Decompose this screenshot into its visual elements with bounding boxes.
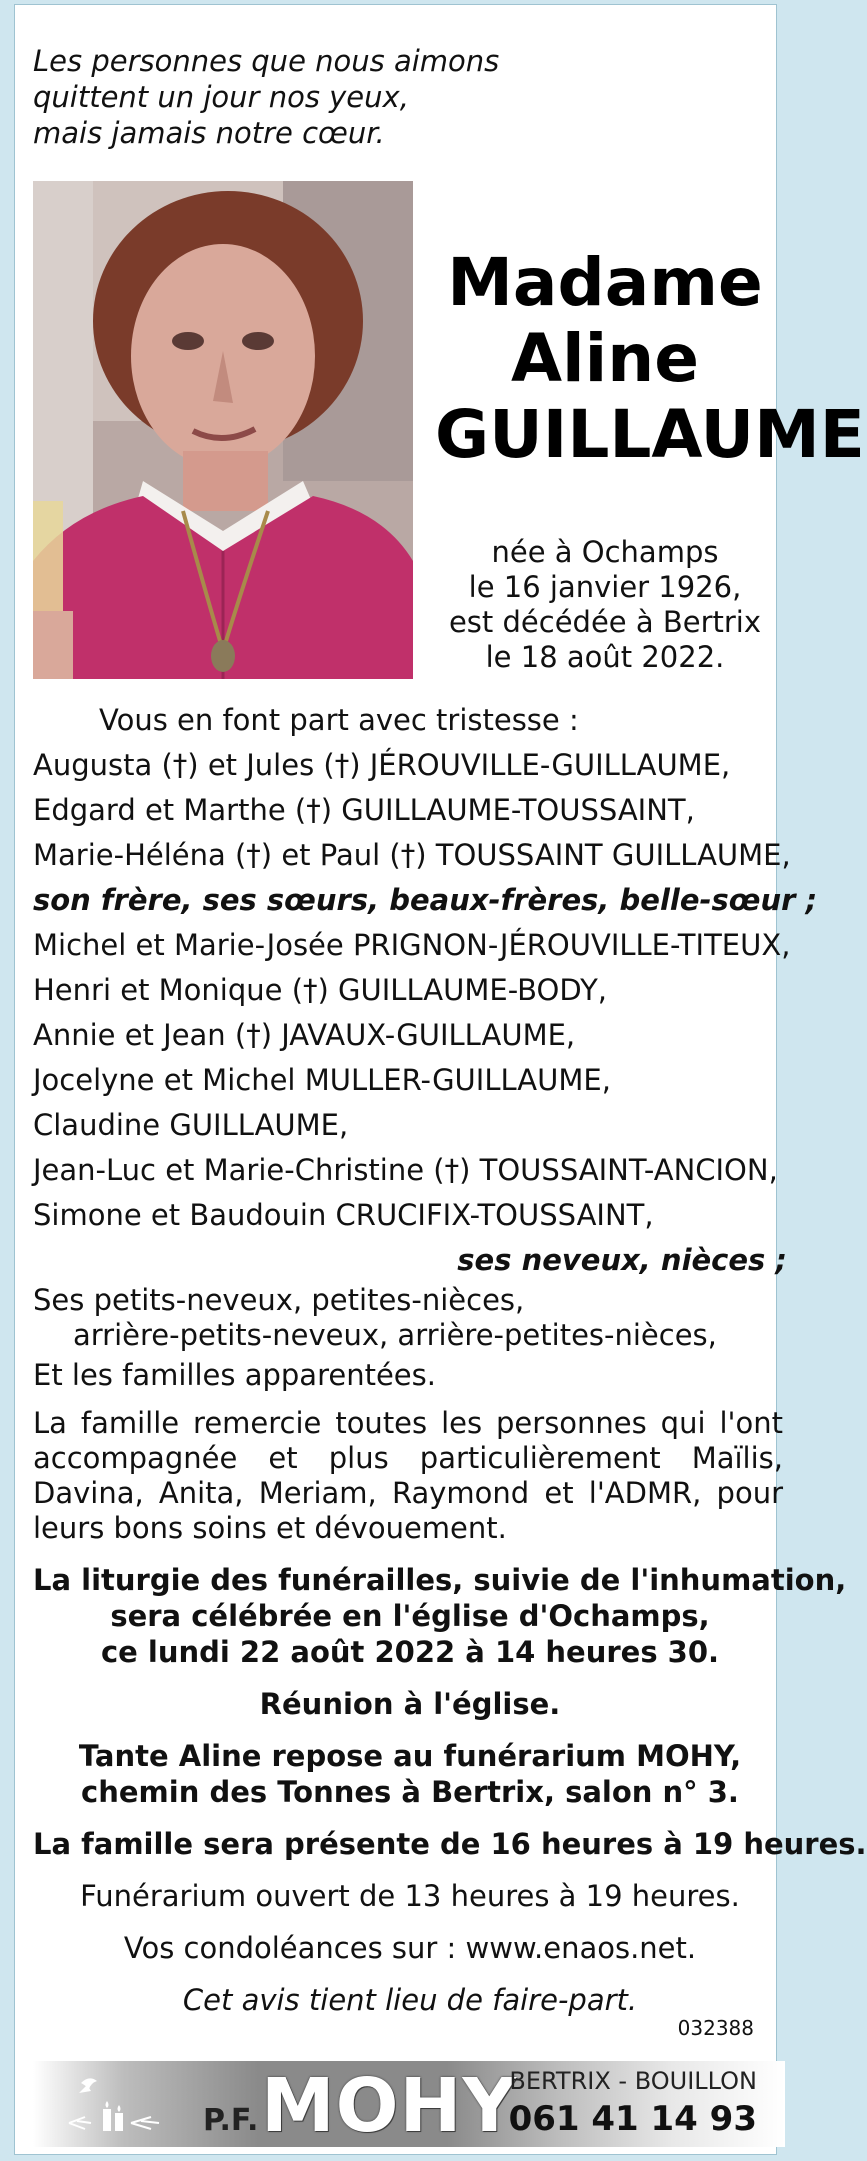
announcement-body <box>33 698 867 2018</box>
rest-line: Tante Aline repose au funérarium MOHY, <box>78 1739 742 1773</box>
family-line: Claudine GUILLAUME, <box>33 1108 349 1142</box>
family-line: Michel et Marie-Josée PRIGNON-JÉROUVILLE-TITEUX, <box>33 928 791 962</box>
birth-line: née à Ochamps <box>491 535 719 569</box>
funeral-home-phone: 061 41 14 93 <box>508 2099 757 2139</box>
title-line: Madame <box>447 244 763 321</box>
thanks-paragraph: La famille remercie toutes les personnes qui l'ont accompagnée et plus particulièrement Maïlis, Davina, Anita, Meriam, Raymond et l'ADMR, pour leurs bons soins et dévouement. <box>33 1406 783 1545</box>
family-line: Ses petits-neveux, petites-nièces, <box>33 1283 525 1317</box>
notice-info <box>33 1982 787 2018</box>
opening-line: Funérarium ouvert de 13 heures à 19 heures. <box>80 1879 740 1913</box>
funeral-line: La liturgie des funérailles, suivie de l'inhumation, <box>33 1563 847 1597</box>
dove-candle-icon <box>51 2071 191 2141</box>
quote-line: Les personnes que nous aimons <box>33 44 500 78</box>
portrait-photo <box>33 181 413 679</box>
pf-label: P.F. <box>203 2103 259 2138</box>
quote-line: mais jamais notre cœur. <box>33 116 385 150</box>
rest-line: chemin des Tonnes à Bertrix, salon n° 3. <box>81 1775 739 1809</box>
death-date: le 18 août 2022. <box>485 640 725 674</box>
relation-label: ses neveux, nièces ; <box>457 1243 787 1277</box>
funeral-home-banner <box>33 2061 785 2147</box>
family-line: Jocelyne et Michel MULLER-GUILLAUME, <box>33 1063 611 1097</box>
first-name: Aline <box>510 320 700 397</box>
meeting-line: Réunion à l'église. <box>259 1687 561 1721</box>
last-name: GUILLAUME <box>435 396 865 473</box>
birth-death-info <box>435 535 775 675</box>
funeral-line: ce lundi 22 août 2022 à 14 heures 30. <box>100 1635 720 1669</box>
funeral-info <box>33 1562 847 1670</box>
family-line: Marie-Héléna (†) et Paul (†) TOUSSAINT GUILLAUME, <box>33 838 791 872</box>
death-line: est décédée à Bertrix <box>448 605 762 639</box>
relation-label: son frère, ses sœurs, beaux-frères, belle-sœur ; <box>33 883 818 917</box>
family-line: Annie et Jean (†) JAVAUX-GUILLAUME, <box>33 1018 576 1052</box>
quote <box>33 43 499 151</box>
opening-info <box>33 1878 787 1914</box>
family-line: arrière-petits-neveux, arrière-petites-nièces, <box>73 1318 717 1352</box>
birth-date: le 16 janvier 1926, <box>468 570 742 604</box>
family-line: Edgard et Marthe (†) GUILLAUME-TOUSSAINT, <box>33 793 695 827</box>
family-line: Jean-Luc et Marie-Christine (†) TOUSSAINT-ANCION, <box>33 1153 778 1187</box>
deceased-name <box>435 244 865 473</box>
family-line: Augusta (†) et Jules (†) JÉROUVILLE-GUILLAUME, <box>33 748 731 782</box>
condolences-line: Vos condoléances sur : www.enaos.net. <box>123 1931 697 1965</box>
funeral-line: sera célébrée en l'église d'Ochamps, <box>110 1599 710 1633</box>
family-line: Henri et Monique (†) GUILLAUME-BODY, <box>33 973 608 1007</box>
notice-line: Cet avis tient lieu de faire-part. <box>182 1983 638 2017</box>
funeral-home-name: MOHY <box>261 2063 518 2149</box>
presence-line: La famille sera présente de 16 heures à 19 heures. <box>33 1827 867 1861</box>
family-line: Et les familles apparentées. <box>33 1358 436 1392</box>
family-line: Simone et Baudouin CRUCIFIX-TOUSSAINT, <box>33 1198 654 1232</box>
rest-info <box>33 1738 787 1810</box>
intro-text: Vous en font part avec tristesse : <box>99 703 579 737</box>
condolences-info <box>33 1930 787 1966</box>
funeral-home-cities: BERTRIX - BOUILLON <box>509 2067 757 2095</box>
presence-info <box>33 1826 867 1862</box>
meeting-info <box>33 1686 787 1722</box>
obituary-notice <box>14 4 867 2155</box>
quote-line: quittent un jour nos yeux, <box>33 80 409 114</box>
reference-number: 032388 <box>677 2016 754 2040</box>
